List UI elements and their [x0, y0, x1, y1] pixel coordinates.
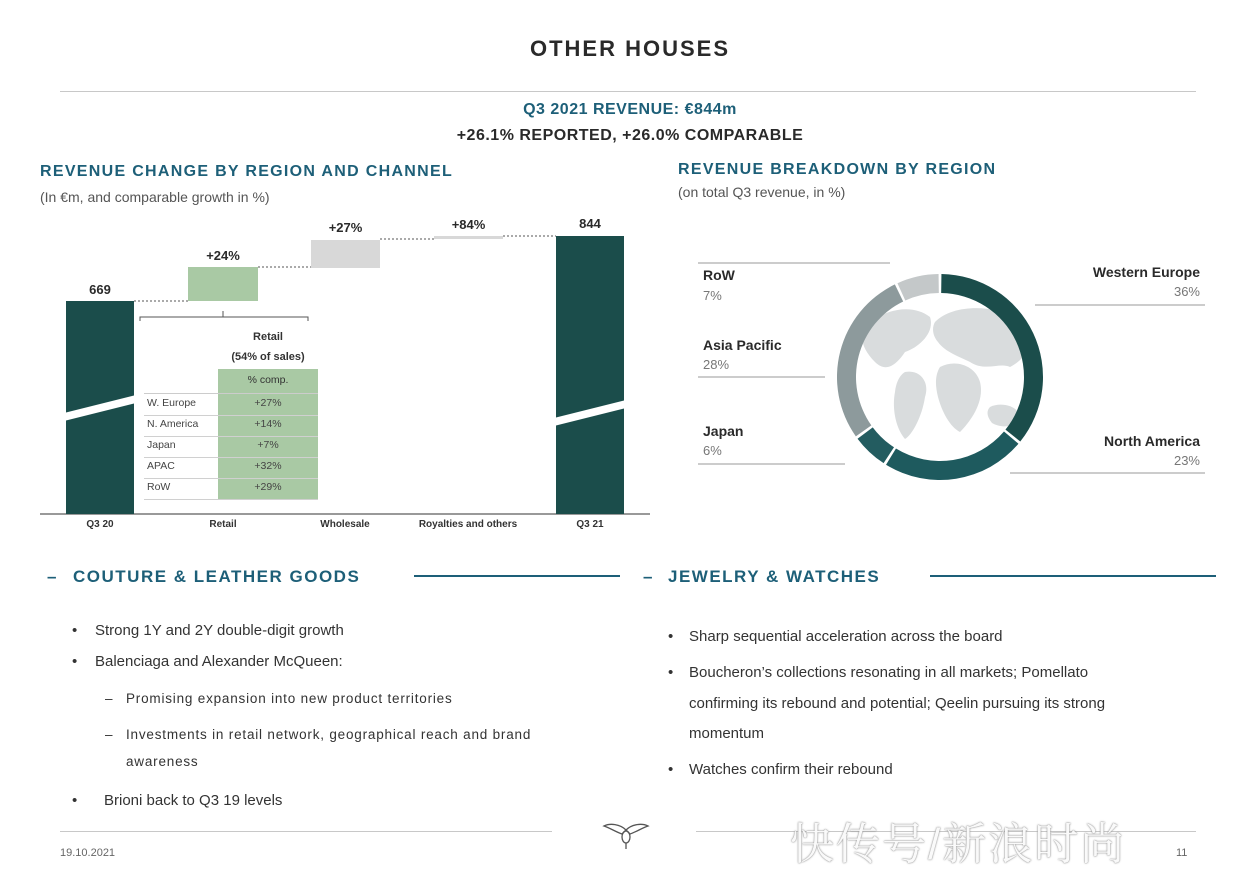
bar-royalties: [434, 236, 503, 239]
sub-bullet-marker: –: [105, 727, 114, 742]
table-row: [144, 457, 318, 479]
jewelry-bullet: Boucheron’s collections resonating in all markets; Pomellato: [689, 664, 1089, 681]
bar-label-wholesale: +27%: [328, 220, 363, 235]
watermark: 快传号/新浪时尚: [790, 820, 1127, 869]
couture-sub-bullet: Investments in retail network, geographical reach and brand: [126, 727, 532, 742]
bullet-marker: •: [72, 653, 78, 670]
jewelry-bullet: Sharp sequential acceleration across the board: [689, 628, 1003, 645]
jewelry-bullet: Watches confirm their rebound: [689, 761, 893, 778]
couture-sub-bullet-cont: awareness: [126, 754, 199, 769]
table-cell-value: +27%: [254, 397, 282, 409]
table-row: [144, 394, 318, 416]
jewelry-title: JEWELRY & WATCHES: [668, 567, 881, 586]
bar-retail: [188, 267, 258, 301]
bar-q3-21: [556, 236, 624, 514]
slice-value-row: 7%: [703, 288, 722, 303]
slice-label-western-europe: Western Europe: [1092, 264, 1200, 280]
table-row: [144, 436, 318, 458]
page-number: 11: [1176, 847, 1188, 859]
sub-bullet-marker: –: [105, 691, 114, 706]
couture-rule: [414, 575, 620, 577]
left-chart-title: REVENUE CHANGE BY REGION AND CHANNEL: [40, 163, 454, 180]
table-cell-region: Japan: [147, 439, 176, 451]
footer-date: 19.10.2021: [60, 847, 116, 859]
couture-sub-bullet: Promising expansion into new product territories: [126, 691, 453, 706]
slice-label-asia-pacific: Asia Pacific: [703, 337, 782, 353]
jewelry-bullet-cont: confirming its rebound and potential; Qeelin pursuing its strong: [689, 695, 1106, 712]
right-chart-subtitle: (on total Q3 revenue, in %): [678, 184, 846, 200]
jewelry-rule: [930, 575, 1216, 577]
bar-label-q3-21: 844: [579, 216, 601, 231]
x-label-wholesale: Wholesale: [320, 519, 370, 530]
table-cell-region: W. Europe: [147, 397, 197, 409]
kering-logo-icon: [602, 820, 650, 850]
footer-rule-left: [60, 831, 552, 832]
couture-bullet: Strong 1Y and 2Y double-digit growth: [95, 622, 344, 639]
x-label-q3-20: Q3 20: [86, 519, 114, 530]
right-chart-title: REVENUE BREAKDOWN BY REGION: [678, 161, 997, 178]
slice-label-row: RoW: [703, 267, 735, 283]
table-cell-value: +32%: [254, 460, 282, 472]
retail-table-col-header: % comp.: [247, 374, 289, 386]
x-label-q3-21: Q3 21: [576, 519, 604, 530]
slice-label-japan: Japan: [703, 423, 744, 439]
headline-growth: +26.1% REPORTED, +26.0% COMPARABLE: [456, 127, 804, 144]
retail-table: [144, 393, 318, 500]
couture-bullet: Balenciaga and Alexander McQueen:: [95, 653, 343, 670]
slice-label-north-america: North America: [1104, 433, 1200, 449]
table-cell-region: RoW: [147, 481, 171, 493]
left-chart-subtitle: (In €m, and comparable growth in %): [40, 189, 270, 205]
headline-revenue: Q3 2021 REVENUE: €844m: [523, 101, 737, 118]
couture-bullet: Brioni back to Q3 19 levels: [104, 792, 283, 809]
bullet-marker: •: [668, 628, 674, 645]
slice-value-japan: 6%: [703, 443, 722, 458]
retail-table-subtitle: (54% of sales): [231, 351, 305, 363]
retail-table-title: Retail: [253, 331, 283, 343]
table-cell-region: N. America: [147, 418, 199, 430]
table-cell-value: +14%: [254, 418, 282, 430]
bullet-marker: •: [668, 664, 674, 681]
couture-title: COUTURE & LEATHER GOODS: [73, 567, 361, 586]
slice-value-asia-pacific: 28%: [703, 357, 730, 372]
x-label-retail: Retail: [209, 519, 237, 530]
bullet-marker: •: [72, 622, 78, 639]
table-cell-value: +29%: [254, 481, 282, 493]
waterfall-chart: [30, 205, 660, 540]
table-cell-value: +7%: [257, 439, 279, 451]
table-row: [144, 415, 318, 437]
title-divider: [60, 91, 1196, 92]
table-row: [144, 478, 318, 500]
jewelry-dash: –: [643, 567, 653, 586]
bar-label-royalties: +84%: [451, 217, 486, 232]
bullet-marker: •: [72, 792, 78, 809]
x-label-royalties: Royalties and others: [418, 519, 518, 530]
bar-label-q3-20: 669: [89, 282, 111, 297]
table-cell-region: APAC: [147, 460, 175, 472]
bullet-marker: •: [668, 761, 674, 778]
jewelry-bullet-cont: momentum: [689, 725, 765, 742]
slice-value-western-europe: 36%: [1173, 284, 1200, 299]
couture-dash: –: [47, 567, 57, 586]
page-title: OTHER HOUSES: [529, 36, 731, 61]
slice-value-north-america: 23%: [1173, 453, 1200, 468]
retail-bracket: [140, 317, 308, 321]
bar-label-retail: +24%: [206, 248, 240, 263]
bar-wholesale: [311, 240, 380, 268]
